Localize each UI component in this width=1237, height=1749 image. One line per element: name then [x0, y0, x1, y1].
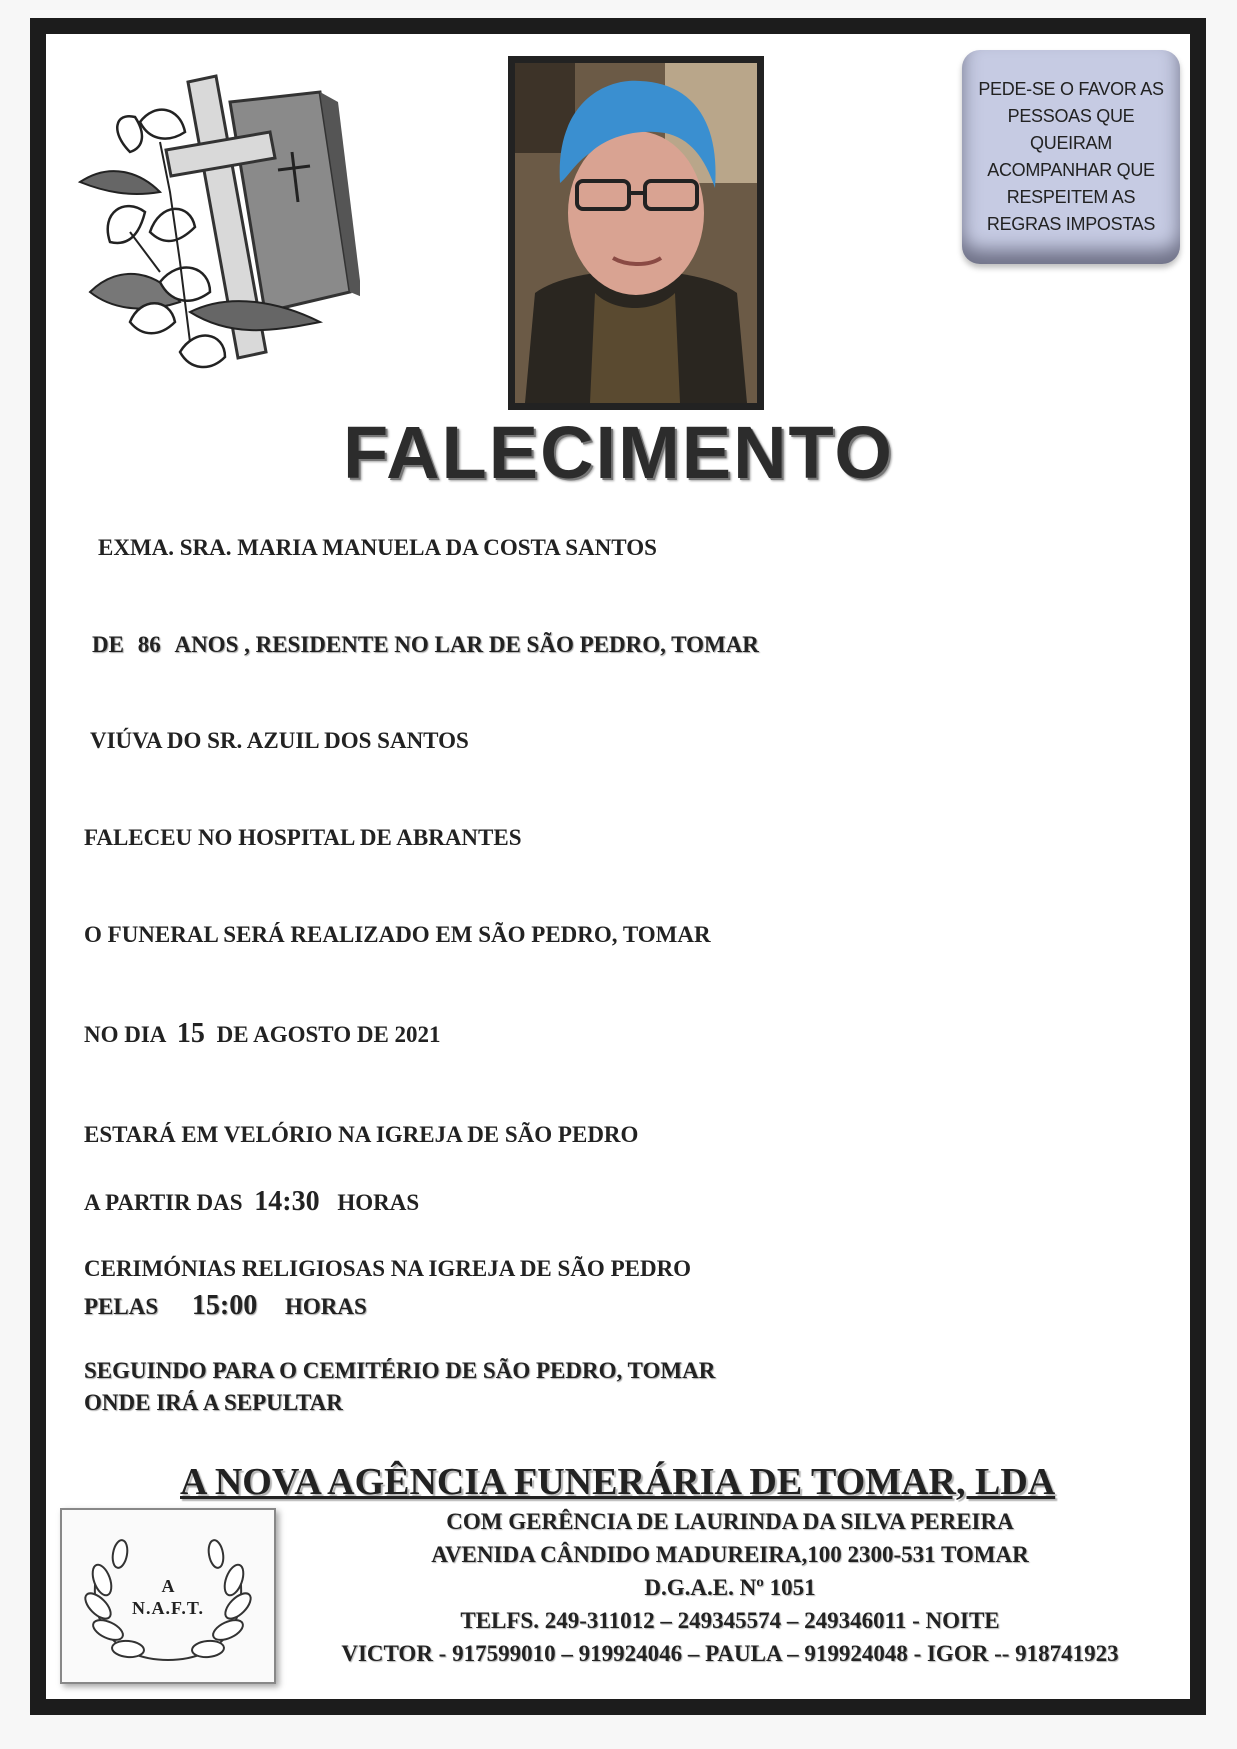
agency-dgae: D.G.A.E. Nº 1051 — [644, 1575, 816, 1600]
agency-phones: TELFS. 249-311012 – 249345574 – 249346011 - NOITE — [460, 1608, 1000, 1633]
death-place-line: FALECEU NO HOSPITAL DE ABRANTES — [84, 825, 522, 850]
logo-initials: N.A.F.T. — [131, 1598, 204, 1618]
wake-line: ESTARÁ EM VELÓRIO NA IGREJA DE SÃO PEDRO — [84, 1122, 639, 1147]
from-prefix: A PARTIR DAS — [84, 1190, 243, 1215]
page-title: FALECIMENTO — [343, 411, 894, 494]
burial-line-2: ONDE IRÁ A SEPULTAR — [84, 1390, 343, 1415]
by-suffix: HORAS — [284, 1294, 367, 1319]
notice-box — [962, 50, 1180, 264]
day-suffix: DE AGOSTO DE 2021 — [216, 1022, 441, 1047]
agency-night-contacts: VICTOR - 917599010 – 919924046 – PAULA – 919924048 - IGOR -- 918741923 — [341, 1641, 1119, 1666]
from-suffix: HORAS — [337, 1190, 420, 1215]
funeral-date-line — [84, 1018, 441, 1050]
by-time: 15:00 — [191, 1290, 258, 1321]
ceremony-line: CERIMÓNIAS RELIGIOSAS NA IGREJA DE SÃO PEDRO — [84, 1256, 692, 1281]
cross-bible-lilies-icon — [70, 62, 360, 392]
day-prefix: NO DIA — [84, 1022, 166, 1047]
widow-line: VIÚVA DO SR. AZUIL DOS SANTOS — [90, 728, 469, 753]
age-value: 86 — [137, 632, 161, 657]
burial-line-1: SEGUINDO PARA O CEMITÉRIO DE SÃO PEDRO, TOMAR — [84, 1358, 716, 1383]
age-prefix: DE — [92, 632, 124, 657]
notice-text: PEDE-SE O FAVOR AS PESSOAS QUE QUEIRAM ACOMPANHAR QUE RESPEITEM AS REGRAS IMPOSTAS — [978, 79, 1164, 234]
agency-address: AVENIDA CÂNDIDO MADUREIRA,100 2300-531 TOMAR — [431, 1542, 1029, 1567]
ceremony-time-line — [84, 1290, 367, 1322]
agency-logo — [60, 1508, 276, 1684]
age-residence-line — [92, 632, 759, 658]
logo-letter: A — [161, 1576, 175, 1596]
wake-time-line — [84, 1186, 419, 1218]
agency-details — [270, 1505, 1190, 1670]
funeral-place-line: O FUNERAL SERÁ REALIZADO EM SÃO PEDRO, TOMAR — [84, 922, 711, 947]
age-suffix: ANOS , RESIDENTE NO LAR DE SÃO PEDRO, TOMAR — [174, 632, 759, 657]
by-prefix: PELAS — [84, 1294, 159, 1319]
agency-management: COM GERÊNCIA DE LAURINDA DA SILVA PEREIRA — [446, 1509, 1014, 1534]
agency-name: A NOVA AGÊNCIA FUNERÁRIA DE TOMAR, LDA — [180, 1461, 1056, 1503]
day-value: 15 — [176, 1018, 205, 1049]
deceased-portrait — [508, 56, 764, 410]
from-time: 14:30 — [254, 1186, 320, 1217]
deceased-name: EXMA. SRA. MARIA MANUELA DA COSTA SANTOS — [98, 535, 657, 560]
